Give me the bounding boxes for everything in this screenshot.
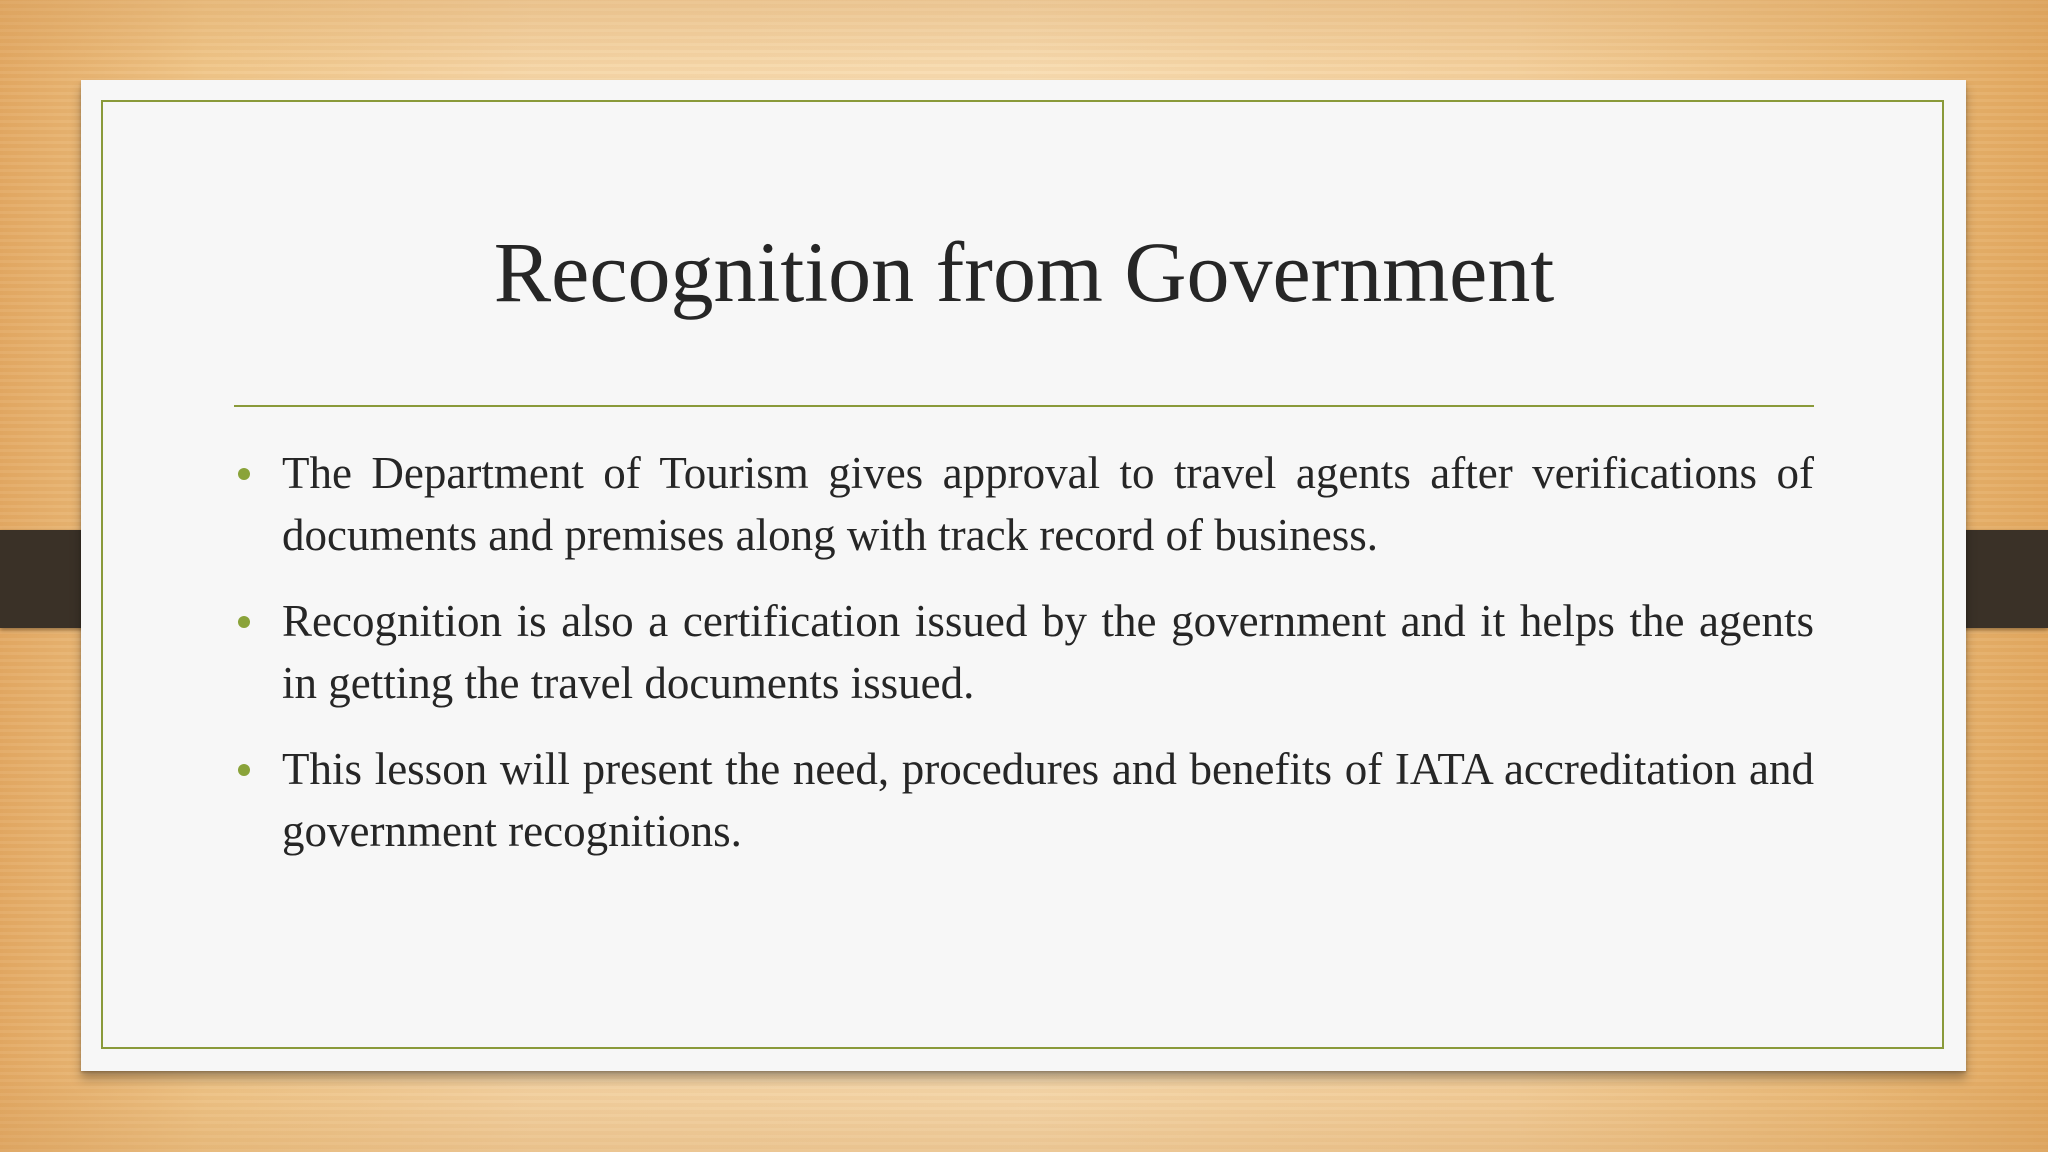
bullet-item (234, 738, 1814, 862)
bullet-text: The Department of Tourism gives approval to travel agents after verifications of documents and premises along with track record of business. (282, 448, 1814, 560)
bullet-dot-icon (238, 616, 250, 628)
bullet-dot-icon (238, 764, 250, 776)
bullet-item (234, 590, 1814, 714)
slide-title: Recognition from Government (493, 224, 1555, 320)
bullet-dot-icon (238, 468, 250, 480)
bullet-text: This lesson will present the need, procedures and benefits of IATA accreditation and government recognitions. (282, 744, 1814, 856)
bullet-text: Recognition is also a certification issued by the government and it helps the agents in getting the travel documents issued. (282, 596, 1814, 708)
background-texture-top (0, 0, 2048, 70)
title-divider (234, 405, 1814, 407)
bullet-list (234, 442, 1814, 886)
background-texture-bottom (0, 1062, 2048, 1152)
bullet-item (234, 442, 1814, 566)
